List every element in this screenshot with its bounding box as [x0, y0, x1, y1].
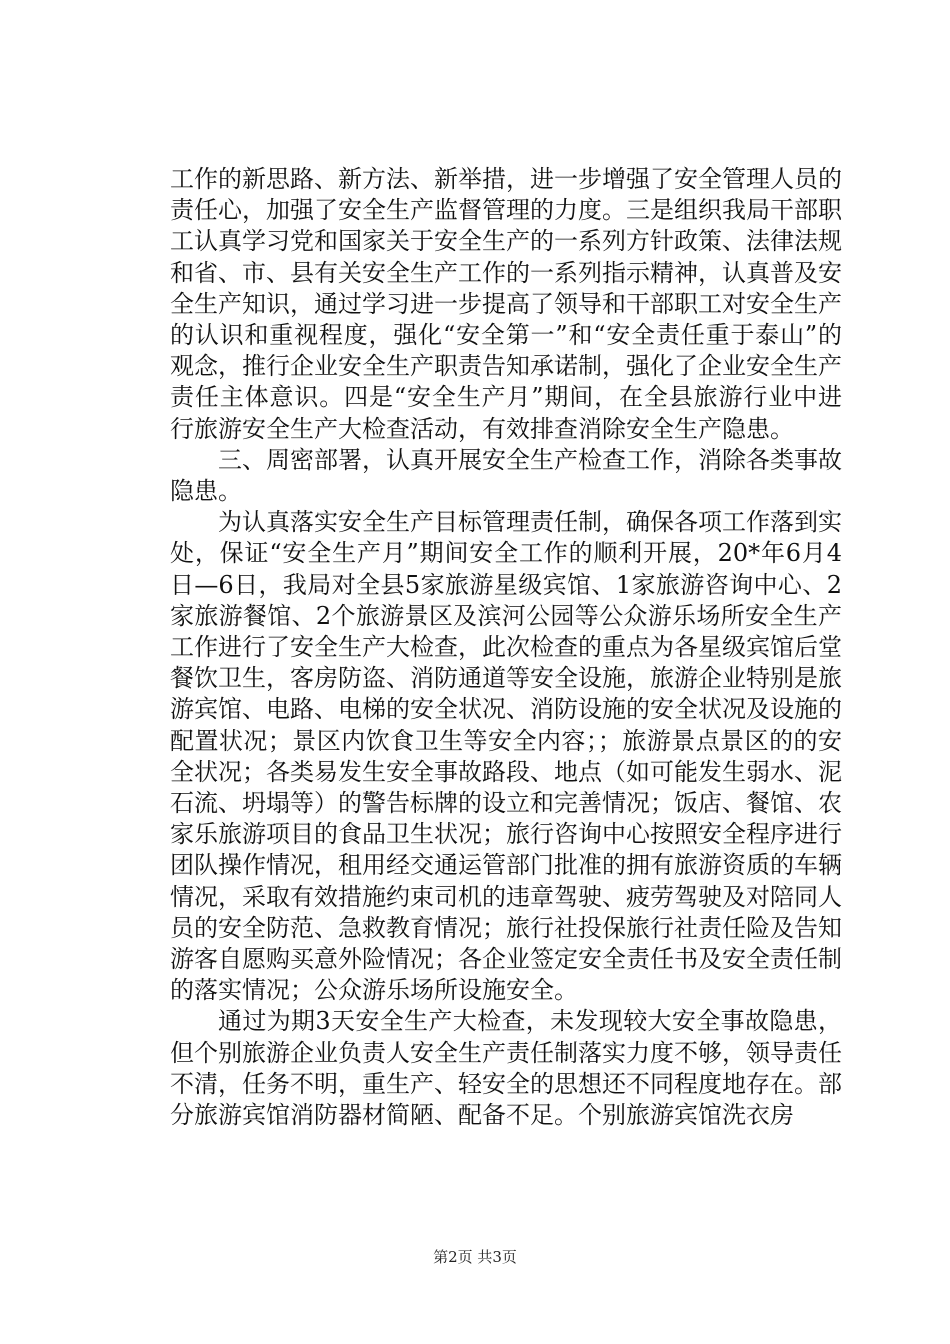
- paragraph-inspection-details: 为认真落实安全生产目标管理责任制，确保各项工作落到实处，保证“安全生产月”期间安全工作的顺利开展，20*年6月4日—6日，我局对全县5家旅游星级宾馆、1家旅游咨询中心、2家旅游餐馆、2个旅游景区及滨河公园等公众游乐场所安全生产工作进行了安全生产大检查，此次检查的重点为各星级宾馆后堂餐饮卫生，客房防盗、消防通道等安全设施，旅游企业特别是旅游宾馆、电路、电梯的安全状况、消防设施的安全状况及设施的配置状况；景区内饮食卫生等安全内容；；旅游景点景区的的安全状况；各类易发生安全事故路段、地点（如可能发生弱水、泥石流、坍塌等）的警告标牌的设立和完善情况；饭店、餐馆、农家乐旅游项目的食品卫生状况；旅行咨询中心按照安全程序进行团队操作情况，租用经交通运管部门批准的拥有旅游资质的车辆情况，采取有效措施约束司机的违章驾驶、疲劳驾驶及对陪同人员的安全防范、急救教育情况；旅行社投保旅行社责任险及告知游客自愿购买意外险情况；各企业签定安全责任书及安全责任制的落实情况；公众游乐场所设施安全。: [170, 508, 842, 1005]
- paragraph-continuation: 工作的新思路、新方法、新举措，进一步增强了安全管理人员的责任心，加强了安全生产监督管理的力度。三是组织我局干部职工认真学习党和国家关于安全生产的一系列方针政策、法律法规和省、市、县有关安全生产工作的一系列指示精神，认真普及安全生产知识，通过学习进一步提高了领导和干部职工对安全生产的认识和重视程度，强化“安全第一”和“安全责任重于泰山”的观念，推行企业安全生产职责告知承诺制，强化了企业安全生产责任主体意识。四是“安全生产月”期间，在全县旅游行业中进行旅游安全生产大检查活动，有效排查消除安全生产隐患。: [170, 165, 842, 443]
- paragraph-section-heading: 三、周密部署，认真开展安全生产检查工作，消除各类事故隐患。: [170, 445, 842, 506]
- page-number-footer: 第2页 共3页: [433, 1248, 517, 1266]
- paragraph-inspection-findings: 通过为期3天安全生产大检查，未发现较大安全事故隐患，但个别旅游企业负责人安全生产责任制落实力度不够，领导责任不清，任务不明，重生产、轻安全的思想还不同程度地存在。部分旅游宾馆消防器材简陋、配备不足。个别旅游宾馆洗衣房: [170, 1007, 842, 1130]
- document-body: [170, 164, 842, 1131]
